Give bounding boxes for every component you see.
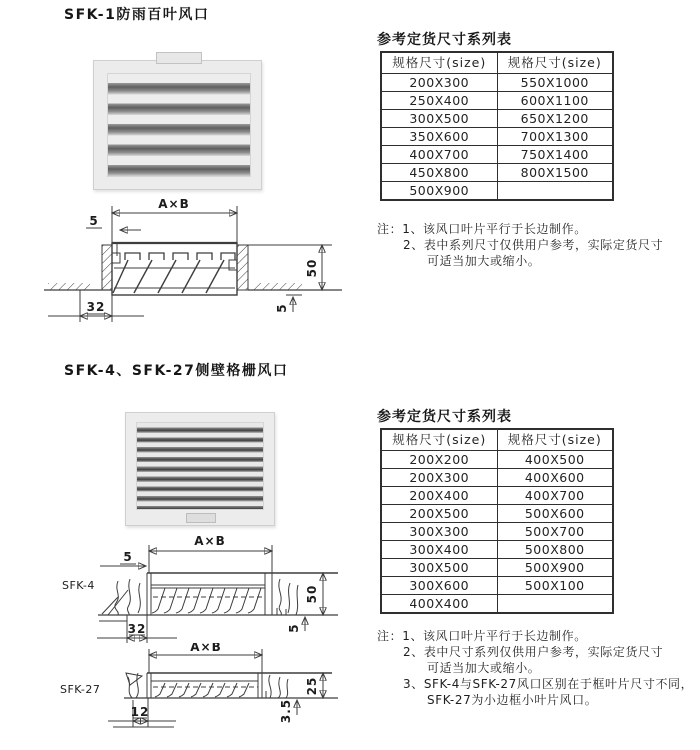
size-cell: 300X500 <box>381 559 497 577</box>
size-cell: 700X1300 <box>497 128 613 146</box>
sfk4-section-drawing <box>40 535 380 647</box>
sfk1-section-drawing <box>40 198 380 348</box>
sfk27-label: SFK-27 <box>60 683 101 696</box>
size-cell: 400X700 <box>497 487 613 505</box>
table-row <box>381 74 613 92</box>
size-cell: 400X600 <box>497 469 613 487</box>
note-line: 2、表中尺寸系列仅供用户参考，实际定货尺寸 <box>403 645 664 659</box>
size-cell: 500X600 <box>497 505 613 523</box>
size-cell: 200X300 <box>381 74 497 92</box>
size-cell: 400X500 <box>497 451 613 469</box>
table2-title: 参考定货尺寸系列表 <box>377 409 512 425</box>
table-row <box>381 577 613 595</box>
note-line: 1、该风口叶片平行于长边制作。 <box>402 222 587 236</box>
dim-50-label: 50 <box>305 258 319 278</box>
size-cell: 550X1000 <box>497 74 613 92</box>
dim-3-5-label: 3.5 <box>279 698 293 724</box>
table-row <box>381 541 613 559</box>
dim-ab-label: A×B <box>158 198 190 211</box>
note-line: 可适当加大或缩小。 <box>427 661 541 675</box>
note-line: 1、该风口叶片平行于长边制作。 <box>402 629 587 643</box>
table-header-row <box>381 52 613 74</box>
dim-12-label: 12 <box>130 705 150 719</box>
dim-5-bottom-label: 5 <box>275 303 289 313</box>
size-cell <box>497 595 613 614</box>
size-cell: 400X400 <box>381 595 497 614</box>
notes-label: 注： <box>377 222 403 236</box>
sfk4-grille-photo <box>125 412 275 526</box>
photo-top-tag <box>156 52 202 64</box>
note-line: SFK-27为小边框小叶片风口。 <box>427 693 598 707</box>
dim-32-label: 32 <box>127 622 147 636</box>
size-cell: 300X600 <box>381 577 497 595</box>
dim-ab-label: A×B <box>194 535 226 548</box>
table-row <box>381 182 613 201</box>
dim-5-top-label: 5 <box>89 214 99 228</box>
sfk27-section-drawing <box>40 643 380 750</box>
table-row <box>381 595 613 614</box>
section1-title: SFK-1防雨百叶风口 <box>64 7 210 23</box>
size-cell: 300X500 <box>381 110 497 128</box>
louver-slats <box>107 73 251 177</box>
sfk1-louver-photo <box>93 60 262 190</box>
dim-50-label: 50 <box>305 584 319 604</box>
table-row <box>381 505 613 523</box>
dim-5-top-label: 5 <box>123 550 133 564</box>
table-row <box>381 146 613 164</box>
note-line: 可适当加大或缩小。 <box>427 254 541 268</box>
dim-25-label: 25 <box>305 676 319 696</box>
size-cell <box>497 182 613 201</box>
dim-ab-label: A×B <box>190 643 222 654</box>
table-row <box>381 110 613 128</box>
table-header-row <box>381 429 613 451</box>
section2-notes <box>377 628 699 708</box>
photo-bottom-tag <box>186 513 216 523</box>
size-cell: 500X800 <box>497 541 613 559</box>
size-cell: 350X600 <box>381 128 497 146</box>
size-table-1 <box>380 51 614 201</box>
size-cell: 200X300 <box>381 469 497 487</box>
size-cell: 500X700 <box>497 523 613 541</box>
notes-label: 注： <box>377 629 403 643</box>
size-cell: 400X700 <box>381 146 497 164</box>
size-cell: 200X500 <box>381 505 497 523</box>
table-row <box>381 523 613 541</box>
size-cell: 250X400 <box>381 92 497 110</box>
table-row <box>381 128 613 146</box>
grille-slats <box>136 422 264 510</box>
table-row <box>381 559 613 577</box>
size-cell: 300X400 <box>381 541 497 559</box>
size-cell: 200X200 <box>381 451 497 469</box>
note-line: 2、表中系列尺寸仅供用户参考，实际定货尺寸 <box>403 238 664 252</box>
size-cell: 500X900 <box>381 182 497 201</box>
size-cell: 450X800 <box>381 164 497 182</box>
size-cell: 200X400 <box>381 487 497 505</box>
size-cell: 600X1100 <box>497 92 613 110</box>
size-cell: 650X1200 <box>497 110 613 128</box>
col-header: 规格尺寸(size) <box>497 429 613 451</box>
size-cell: 750X1400 <box>497 146 613 164</box>
size-cell: 800X1500 <box>497 164 613 182</box>
size-table-2 <box>380 428 614 614</box>
size-cell: 500X900 <box>497 559 613 577</box>
sfk4-label: SFK-4 <box>62 579 95 592</box>
col-header: 规格尺寸(size) <box>497 52 613 74</box>
note-line: 3、SFK-4与SFK-27风口区别在于框叶片尺寸不同， <box>403 677 694 691</box>
dim-32-label: 32 <box>86 300 106 314</box>
table-row <box>381 164 613 182</box>
section2-title: SFK-4、SFK-27侧壁格栅风口 <box>64 363 289 379</box>
col-header: 规格尺寸(size) <box>381 429 497 451</box>
table-row <box>381 92 613 110</box>
size-cell: 500X100 <box>497 577 613 595</box>
table-row <box>381 451 613 469</box>
size-cell: 300X300 <box>381 523 497 541</box>
table1-title: 参考定货尺寸系列表 <box>377 32 512 48</box>
col-header: 规格尺寸(size) <box>381 52 497 74</box>
table-row <box>381 487 613 505</box>
section1-notes <box>377 221 692 269</box>
table-row <box>381 469 613 487</box>
dim-5-bottom-label: 5 <box>287 623 301 633</box>
